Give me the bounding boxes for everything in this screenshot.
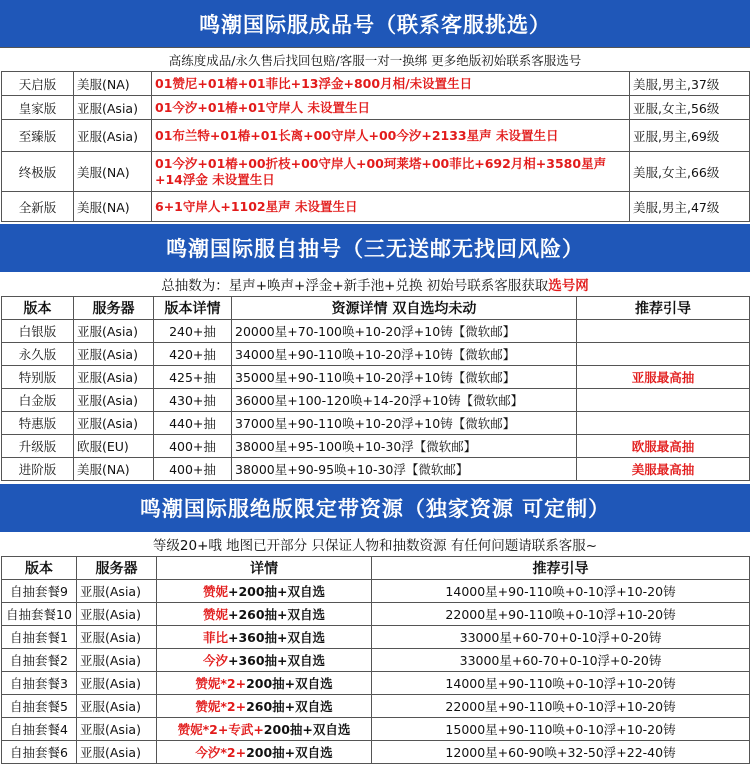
section2-table	[1, 296, 750, 481]
section2-subtitle	[0, 272, 750, 296]
server-cell: 亚服(Asia)	[74, 120, 152, 152]
s2-header-server: 服务器	[74, 297, 154, 320]
server-cell: 亚服(Asia)	[74, 366, 154, 389]
detail-cell: 01今汐+01椿+01守岸人 未设置生日	[152, 96, 630, 120]
table-row[interactable]	[2, 695, 750, 718]
version-cell: 自抽套餐6	[2, 741, 77, 764]
s3-header-detail: 详情	[157, 557, 372, 580]
resources-cell: 37000星+90-110唤+10-20浮+10铸【微软邮】	[232, 412, 577, 435]
recommend-cell	[577, 343, 750, 366]
resources-cell: 34000星+90-110唤+10-20浮+10铸【微软邮】	[232, 343, 577, 366]
detail-text: 260抽+双自选	[246, 699, 333, 714]
pulls-cell: 400+抽	[154, 458, 232, 481]
version-cell: 至臻版	[2, 120, 74, 152]
table-row[interactable]	[2, 72, 750, 96]
detail-highlight: 赞妮*2+	[195, 676, 247, 691]
version-cell: 自抽套餐1	[2, 626, 77, 649]
detail-cell: 01赞尼+01椿+01菲比+13浮金+800月相/未设置生日	[152, 72, 630, 96]
detail-highlight: 今汐*2+	[195, 745, 247, 760]
table-row[interactable]	[2, 458, 750, 481]
version-cell: 自抽套餐9	[2, 580, 77, 603]
recommend-cell: 12000星+60-90唤+32-50浮+22-40铸	[372, 741, 750, 764]
section1-subtitle-line2: 更多绝版初始联系客服选号	[431, 52, 582, 68]
recommend-cell: 亚服最高抽	[577, 366, 750, 389]
s3-header-server: 服务器	[77, 557, 157, 580]
version-cell: 特别版	[2, 366, 74, 389]
server-cell: 亚服(Asia)	[74, 343, 154, 366]
server-cell: 亚服(Asia)	[77, 741, 157, 764]
table-row[interactable]	[2, 366, 750, 389]
server-cell: 亚服(Asia)	[77, 580, 157, 603]
table-row[interactable]	[2, 626, 750, 649]
resources-cell: 38000星+90-95唤+10-30浮【微软邮】	[232, 458, 577, 481]
version-cell: 永久版	[2, 343, 74, 366]
version-cell: 天启版	[2, 72, 74, 96]
s2-header-resources: 资源详情 双自选均未动	[232, 297, 577, 320]
section2-subtitle-highlight[interactable]: 选号网	[548, 278, 589, 294]
version-cell: 自抽套餐5	[2, 695, 77, 718]
detail-cell	[157, 580, 372, 603]
table-row[interactable]	[2, 741, 750, 764]
detail-cell: 6+1守岸人+1102星声 未设置生日	[152, 192, 630, 222]
server-cell: 欧服(EU)	[74, 435, 154, 458]
section3-table	[1, 556, 750, 764]
resources-cell: 20000星+70-100唤+10-20浮+10铸【微软邮】	[232, 320, 577, 343]
table-row[interactable]	[2, 96, 750, 120]
table-row[interactable]	[2, 192, 750, 222]
version-cell: 自抽套餐2	[2, 649, 77, 672]
table-row[interactable]	[2, 320, 750, 343]
recommend-cell: 33000星+60-70+0-10浮+0-20铸	[372, 649, 750, 672]
detail-cell	[157, 718, 372, 741]
s3-header-version: 版本	[2, 557, 77, 580]
table-row[interactable]	[2, 580, 750, 603]
pulls-cell: 440+抽	[154, 412, 232, 435]
version-cell: 白银版	[2, 320, 74, 343]
section2-title: 鸣潮国际服自抽号（三无送邮无找回风险）	[0, 224, 750, 272]
recommend-cell: 欧服最高抽	[577, 435, 750, 458]
recommend-cell: 33000星+60-70+0-10浮+0-20铸	[372, 626, 750, 649]
detail-highlight: 菲比	[202, 630, 228, 645]
version-cell: 白金版	[2, 389, 74, 412]
resources-cell: 38000星+95-100唤+10-30浮【微软邮】	[232, 435, 577, 458]
table-row[interactable]	[2, 649, 750, 672]
server-cell: 亚服(Asia)	[74, 96, 152, 120]
detail-text: 200抽+双自选	[246, 676, 333, 691]
pulls-cell: 425+抽	[154, 366, 232, 389]
version-cell: 终极版	[2, 152, 74, 192]
recommend-cell	[577, 412, 750, 435]
info-cell: 美服,男主,37级	[630, 72, 750, 96]
detail-cell	[157, 741, 372, 764]
pulls-cell: 430+抽	[154, 389, 232, 412]
server-cell: 亚服(Asia)	[77, 718, 157, 741]
table-row[interactable]	[2, 389, 750, 412]
detail-cell: 01布兰特+01椿+01长离+00守岸人+00今汐+2133星声 未设置生日	[152, 120, 630, 152]
table-row[interactable]	[2, 343, 750, 366]
resources-cell: 35000星+90-110唤+10-20浮+10铸【微软邮】	[232, 366, 577, 389]
recommend-cell: 14000星+90-110唤+0-10浮+10-20铸	[372, 672, 750, 695]
table-row[interactable]	[2, 672, 750, 695]
pulls-cell: 400+抽	[154, 435, 232, 458]
version-cell: 全新版	[2, 192, 74, 222]
section1-table	[1, 71, 750, 222]
detail-cell	[157, 649, 372, 672]
recommend-cell: 22000星+90-110唤+0-10浮+10-20铸	[372, 603, 750, 626]
section1-subtitle-line1: 高练度成品/永久售后找回包赔/客服一对一换绑	[168, 52, 428, 68]
server-cell: 亚服(Asia)	[77, 603, 157, 626]
server-cell: 美服(NA)	[74, 152, 152, 192]
table-row[interactable]	[2, 152, 750, 192]
detail-text: +360抽+双自选	[227, 653, 326, 668]
version-cell: 升级版	[2, 435, 74, 458]
detail-cell	[157, 603, 372, 626]
info-cell: 美服,男主,47级	[630, 192, 750, 222]
recommend-cell	[577, 389, 750, 412]
server-cell: 亚服(Asia)	[77, 649, 157, 672]
info-cell: 亚服,女主,56级	[630, 96, 750, 120]
info-cell: 美服,女主,66级	[630, 152, 750, 192]
pulls-cell: 420+抽	[154, 343, 232, 366]
section1-subtitle	[0, 47, 750, 71]
s2-header-recommend: 推荐引导	[577, 297, 750, 320]
recommend-cell: 15000星+90-110唤+0-10浮+10-20铸	[372, 718, 750, 741]
detail-cell	[157, 626, 372, 649]
version-cell: 进阶版	[2, 458, 74, 481]
version-cell: 自抽套餐3	[2, 672, 77, 695]
server-cell: 美服(NA)	[74, 72, 152, 96]
recommend-cell: 美服最高抽	[577, 458, 750, 481]
detail-text: +360抽+双自选	[227, 630, 326, 645]
detail-cell	[157, 672, 372, 695]
s2-header-version: 版本	[2, 297, 74, 320]
version-cell: 自抽套餐4	[2, 718, 77, 741]
server-cell: 亚服(Asia)	[77, 695, 157, 718]
table-row[interactable]	[2, 718, 750, 741]
server-cell: 亚服(Asia)	[74, 412, 154, 435]
table-row[interactable]	[2, 603, 750, 626]
info-cell: 亚服,男主,69级	[630, 120, 750, 152]
table-row[interactable]	[2, 435, 750, 458]
recommend-cell: 22000星+90-110唤+0-10浮+10-20铸	[372, 695, 750, 718]
detail-highlight: 赞妮*2+专武+	[177, 722, 264, 737]
table-row[interactable]	[2, 120, 750, 152]
server-cell: 美服(NA)	[74, 192, 152, 222]
table-row[interactable]	[2, 412, 750, 435]
version-cell: 自抽套餐10	[2, 603, 77, 626]
s3-header-recommend: 推荐引导	[372, 557, 750, 580]
pulls-cell: 240+抽	[154, 320, 232, 343]
resources-cell: 36000星+100-120唤+14-20浮+10铸【微软邮】	[232, 389, 577, 412]
version-cell: 特惠版	[2, 412, 74, 435]
detail-text: +200抽+双自选	[227, 584, 326, 599]
section1-title: 鸣潮国际服成品号（联系客服挑选）	[0, 0, 750, 47]
detail-highlight: 赞妮	[202, 607, 228, 622]
detail-highlight: 赞妮*2+	[195, 699, 247, 714]
detail-text: 200抽+双自选	[263, 722, 351, 737]
s2-header-pulls: 版本详情	[154, 297, 232, 320]
version-cell: 皇家版	[2, 96, 74, 120]
section3-subtitle: 等级20+哦 地图已开部分 只保证人物和抽数资源 有任何问题请联系客服~	[0, 532, 750, 556]
detail-highlight: 赞妮	[202, 584, 228, 599]
detail-text: +260抽+双自选	[227, 607, 326, 622]
detail-cell: 01今汐+01椿+00折枝+00守岸人+00珂莱塔+00菲比+692月相+3580星声+14浮金 未设置生日	[152, 152, 630, 192]
detail-highlight: 今汐	[202, 653, 228, 668]
server-cell: 亚服(Asia)	[74, 389, 154, 412]
server-cell: 亚服(Asia)	[77, 626, 157, 649]
recommend-cell: 14000星+90-110唤+0-10浮+10-20铸	[372, 580, 750, 603]
section3-title: 鸣潮国际服绝版限定带资源（独家资源 可定制）	[0, 484, 750, 532]
recommend-cell	[577, 320, 750, 343]
server-cell: 亚服(Asia)	[77, 672, 157, 695]
section2-subtitle-text: 总抽数为：星声+唤声+浮金+新手池+兑换 初始号联系客服获取	[161, 278, 549, 294]
detail-text: 200抽+双自选	[246, 745, 333, 760]
server-cell: 亚服(Asia)	[74, 320, 154, 343]
server-cell: 美服(NA)	[74, 458, 154, 481]
detail-cell	[157, 695, 372, 718]
